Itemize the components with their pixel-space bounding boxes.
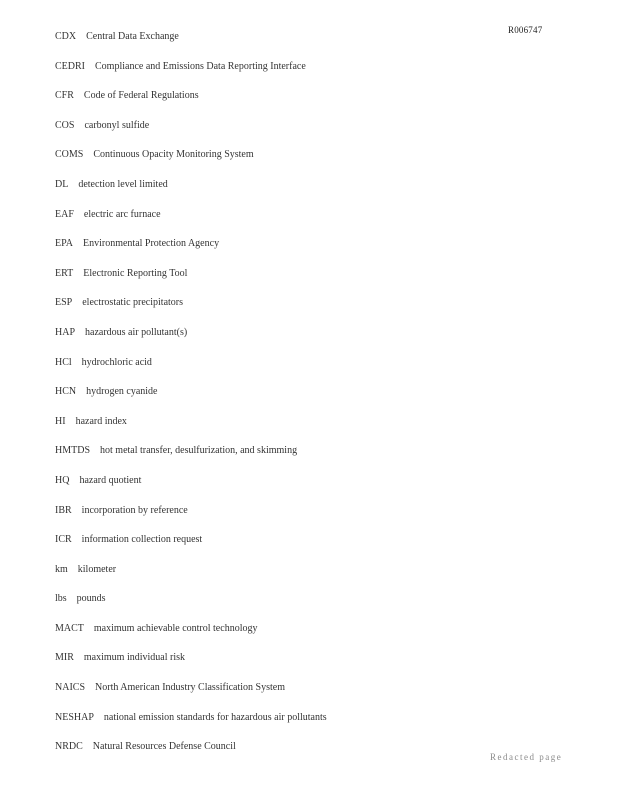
abbreviation-entry (55, 237, 327, 267)
abbreviation-definition: carbonyl sulfide (84, 119, 150, 131)
abbreviation-entry (55, 681, 327, 711)
abbreviation-term: HI (55, 415, 66, 427)
abbreviation-definition: North American Industry Classification System (95, 682, 285, 694)
abbreviation-entry (55, 326, 327, 356)
abbreviation-entry (55, 415, 327, 445)
abbreviation-term: HMTDS (55, 445, 91, 457)
abbreviation-entry (55, 296, 327, 326)
abbreviation-entry (55, 504, 327, 534)
abbreviation-definition: hazard quotient (79, 474, 142, 486)
abbreviation-definition: detection level limited (78, 178, 168, 190)
abbreviation-entry (55, 119, 327, 149)
abbreviation-term: CEDRI (55, 60, 85, 72)
abbreviation-term: CFR (55, 90, 74, 102)
abbreviation-term: COS (55, 119, 75, 131)
abbreviation-definition: Environmental Protection Agency (82, 238, 220, 250)
abbreviation-term: DL (55, 178, 69, 190)
abbreviation-term: COMS (55, 149, 84, 161)
abbreviation-entry (55, 622, 327, 652)
abbreviation-term: EPA (55, 238, 73, 250)
abbreviation-definition: maximum achievable control technology (93, 622, 258, 634)
abbreviation-definition: electric arc furnace (83, 208, 161, 220)
abbreviation-definition: Code of Federal Regulations (83, 90, 199, 102)
abbreviation-entry (55, 89, 327, 119)
abbreviation-term: MIR (55, 652, 74, 664)
abbreviation-entry (55, 60, 327, 90)
abbreviation-term: ERT (55, 267, 74, 279)
abbreviation-definition: Compliance and Emissions Data Reporting Interface (95, 60, 306, 72)
abbreviation-definition: kilometer (77, 563, 117, 575)
abbreviation-entry (55, 30, 327, 60)
abbreviation-definition: national emission standards for hazardous air pollutants (103, 711, 327, 723)
abbreviation-term: HCl (55, 356, 72, 368)
abbreviation-list (55, 30, 327, 770)
abbreviation-term: HAP (55, 326, 76, 338)
abbreviation-entry (55, 711, 327, 741)
abbreviation-term: NRDC (55, 741, 83, 753)
abbreviation-entry (55, 474, 327, 504)
abbreviation-term: ESP (55, 297, 73, 309)
abbreviation-term: km (55, 563, 68, 575)
abbreviation-definition: hazard index (75, 415, 127, 427)
abbreviation-entry (55, 356, 327, 386)
abbreviation-entry (55, 533, 327, 563)
abbreviation-definition: maximum individual risk (83, 652, 186, 664)
abbreviation-term: IBR (55, 504, 72, 516)
abbreviation-definition: hot metal transfer, desulfurization, and skimming (100, 445, 298, 457)
abbreviation-term: NAICS (55, 682, 86, 694)
abbreviation-definition: Natural Resources Defense Council (92, 741, 236, 753)
abbreviation-entry (55, 385, 327, 415)
abbreviation-entry (55, 178, 327, 208)
abbreviation-entry (55, 740, 327, 770)
abbreviation-term: EAF (55, 208, 74, 220)
abbreviation-entry (55, 267, 327, 297)
document-id: R006747 (508, 25, 543, 35)
abbreviation-term: CDX (55, 31, 77, 42)
abbreviation-entry (55, 651, 327, 681)
abbreviation-definition: Electronic Reporting Tool (83, 267, 188, 279)
abbreviation-definition: Continuous Opacity Monitoring System (93, 149, 254, 161)
abbreviation-entry (55, 148, 327, 178)
abbreviation-entry (55, 563, 327, 593)
abbreviation-definition: information collection request (81, 534, 203, 546)
abbreviation-term: MACT (55, 622, 84, 634)
abbreviation-entry (55, 208, 327, 238)
abbreviation-definition: Central Data Exchange (86, 31, 179, 42)
abbreviation-term: NESHAP (55, 711, 94, 723)
abbreviation-entry (55, 444, 327, 474)
abbreviation-term: HQ (55, 474, 70, 486)
footer-mark: Redacted page (490, 752, 563, 762)
abbreviation-definition: pounds (76, 593, 106, 605)
abbreviation-term: HCN (55, 386, 77, 398)
abbreviation-definition: incorporation by reference (81, 504, 188, 516)
abbreviation-term: ICR (55, 534, 72, 546)
abbreviation-definition: electrostatic precipitators (82, 297, 184, 309)
abbreviation-term: lbs (55, 593, 67, 605)
abbreviation-definition: hydrogen cyanide (86, 386, 158, 398)
abbreviation-definition: hydrochloric acid (81, 356, 152, 368)
abbreviation-entry (55, 592, 327, 622)
abbreviation-definition: hazardous air pollutant(s) (85, 326, 188, 338)
